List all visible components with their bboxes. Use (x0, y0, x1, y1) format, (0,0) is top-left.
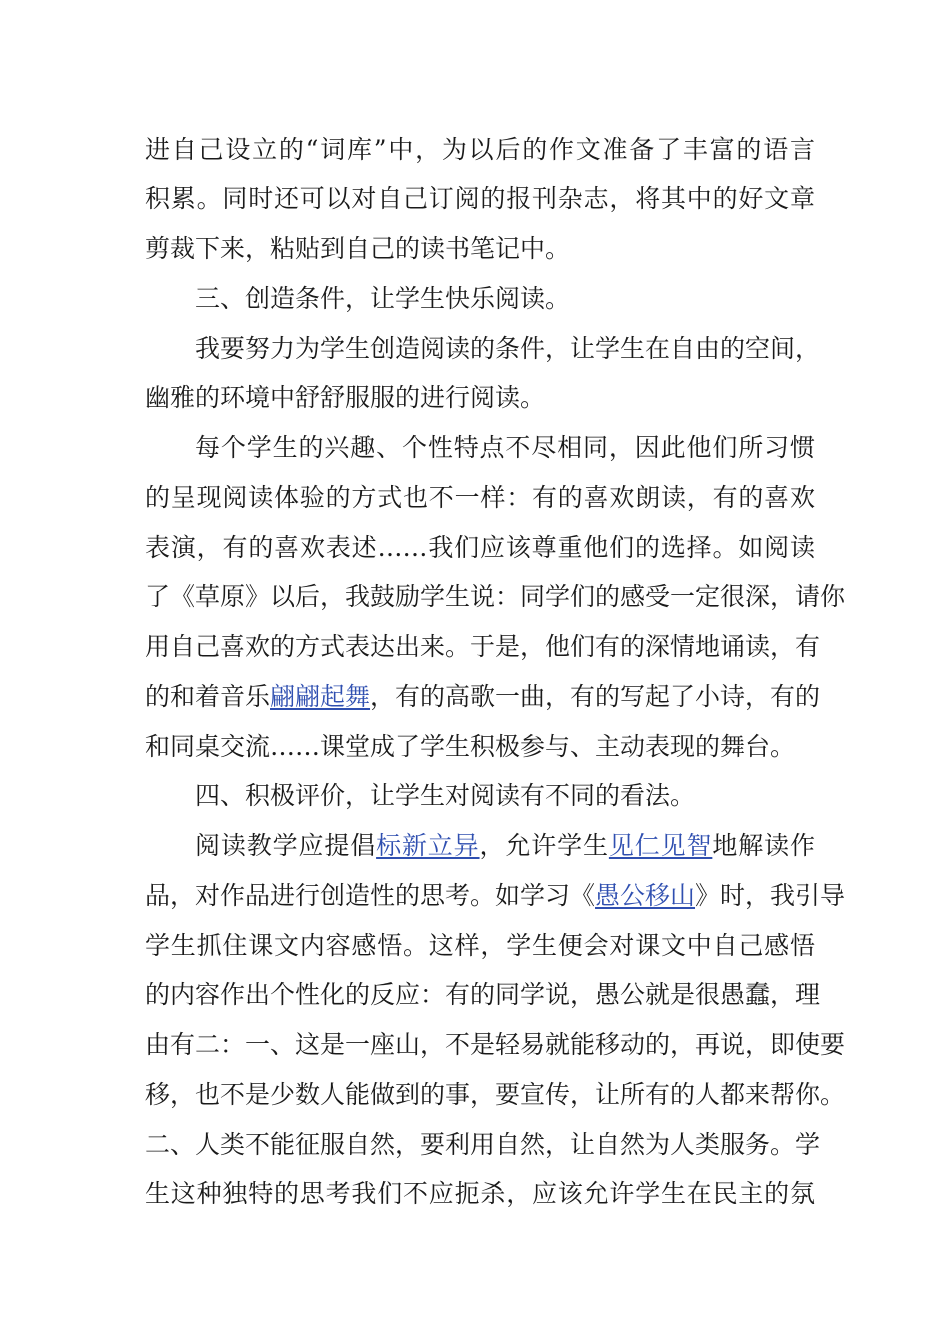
text-line: 剪裁下来，粘贴到自己的读书笔记中。 (145, 234, 571, 263)
text-line: 我要努力为学生创造阅读的条件，让学生在自由的空间， (195, 334, 821, 363)
text-line: 生这种独特的思考我们不应扼杀，应该允许学生在民主的氛 (145, 1179, 815, 1208)
text-segment: 阅读教学应提倡 (195, 831, 377, 860)
text-line: 每个学生的兴趣、个性特点不尽相同，因此他们所习惯 (195, 433, 815, 462)
text-segment: 的和着音乐 (145, 682, 271, 711)
text-line: 由有二：一、这是一座山，不是轻易就能移动的，再说，即使要 (145, 1030, 846, 1059)
text-line: 了《草原》以后，我鼓励学生说：同学们的感受一定很深，请你 (145, 582, 846, 611)
section-heading-3: 三、创造条件，让学生快乐阅读。 (195, 284, 571, 313)
text-segment: 地解读作 (712, 831, 815, 860)
link-jianren-jianzhi[interactable]: 见仁见智 (608, 831, 713, 860)
text-line: 积累。同时还可以对自己订阅的报刊杂志，将其中的好文章 (145, 184, 815, 213)
section-heading-4: 四、积极评价，让学生对阅读有不同的看法。 (195, 781, 696, 810)
text-line: 和同桌交流……课堂成了学生积极参与、主动表现的舞台。 (145, 732, 796, 761)
text-line (145, 677, 821, 717)
text-line: 用自己喜欢的方式表达出来。于是，他们有的深情地诵读，有 (145, 632, 821, 661)
text-line: 的呈现阅读体验的方式也不一样：有的喜欢朗读，有的喜欢 (145, 483, 815, 512)
text-line: 的内容作出个性化的反应：有的同学说，愚公就是很愚蠢，理 (145, 980, 821, 1009)
text-line (195, 826, 815, 866)
text-segment: ，有的高歌一曲，有的写起了小诗，有的 (370, 682, 821, 711)
link-biaoxin-liyi[interactable]: 标新立异 (376, 831, 480, 860)
text-line (145, 876, 846, 916)
text-segment: 》时，我引导 (695, 881, 846, 910)
link-pianpian-qiwu[interactable]: 翩翩起舞 (270, 682, 371, 711)
text-line: 移，也不是少数人能做到的事，要宣传，让所有的人都来帮你。 (145, 1080, 846, 1109)
link-yugong-yishan[interactable]: 愚公移山 (595, 881, 696, 910)
text-line: 二、人类不能征服自然，要利用自然，让自然为人类服务。学 (145, 1130, 821, 1159)
text-line: 学生抓住课文内容感悟。这样，学生便会对课文中自己感悟 (145, 931, 815, 960)
text-line: 幽雅的环境中舒舒服服的进行阅读。 (145, 383, 546, 412)
text-line: 表演，有的喜欢表述……我们应该尊重他们的选择。如阅读 (145, 533, 815, 562)
text-segment: 品，对作品进行创造性的思考。如学习《 (145, 881, 596, 910)
text-segment: ，允许学生 (479, 831, 609, 860)
text-line: 进自己设立的“词库”中，为以后的作文准备了丰富的语言 (145, 135, 815, 164)
